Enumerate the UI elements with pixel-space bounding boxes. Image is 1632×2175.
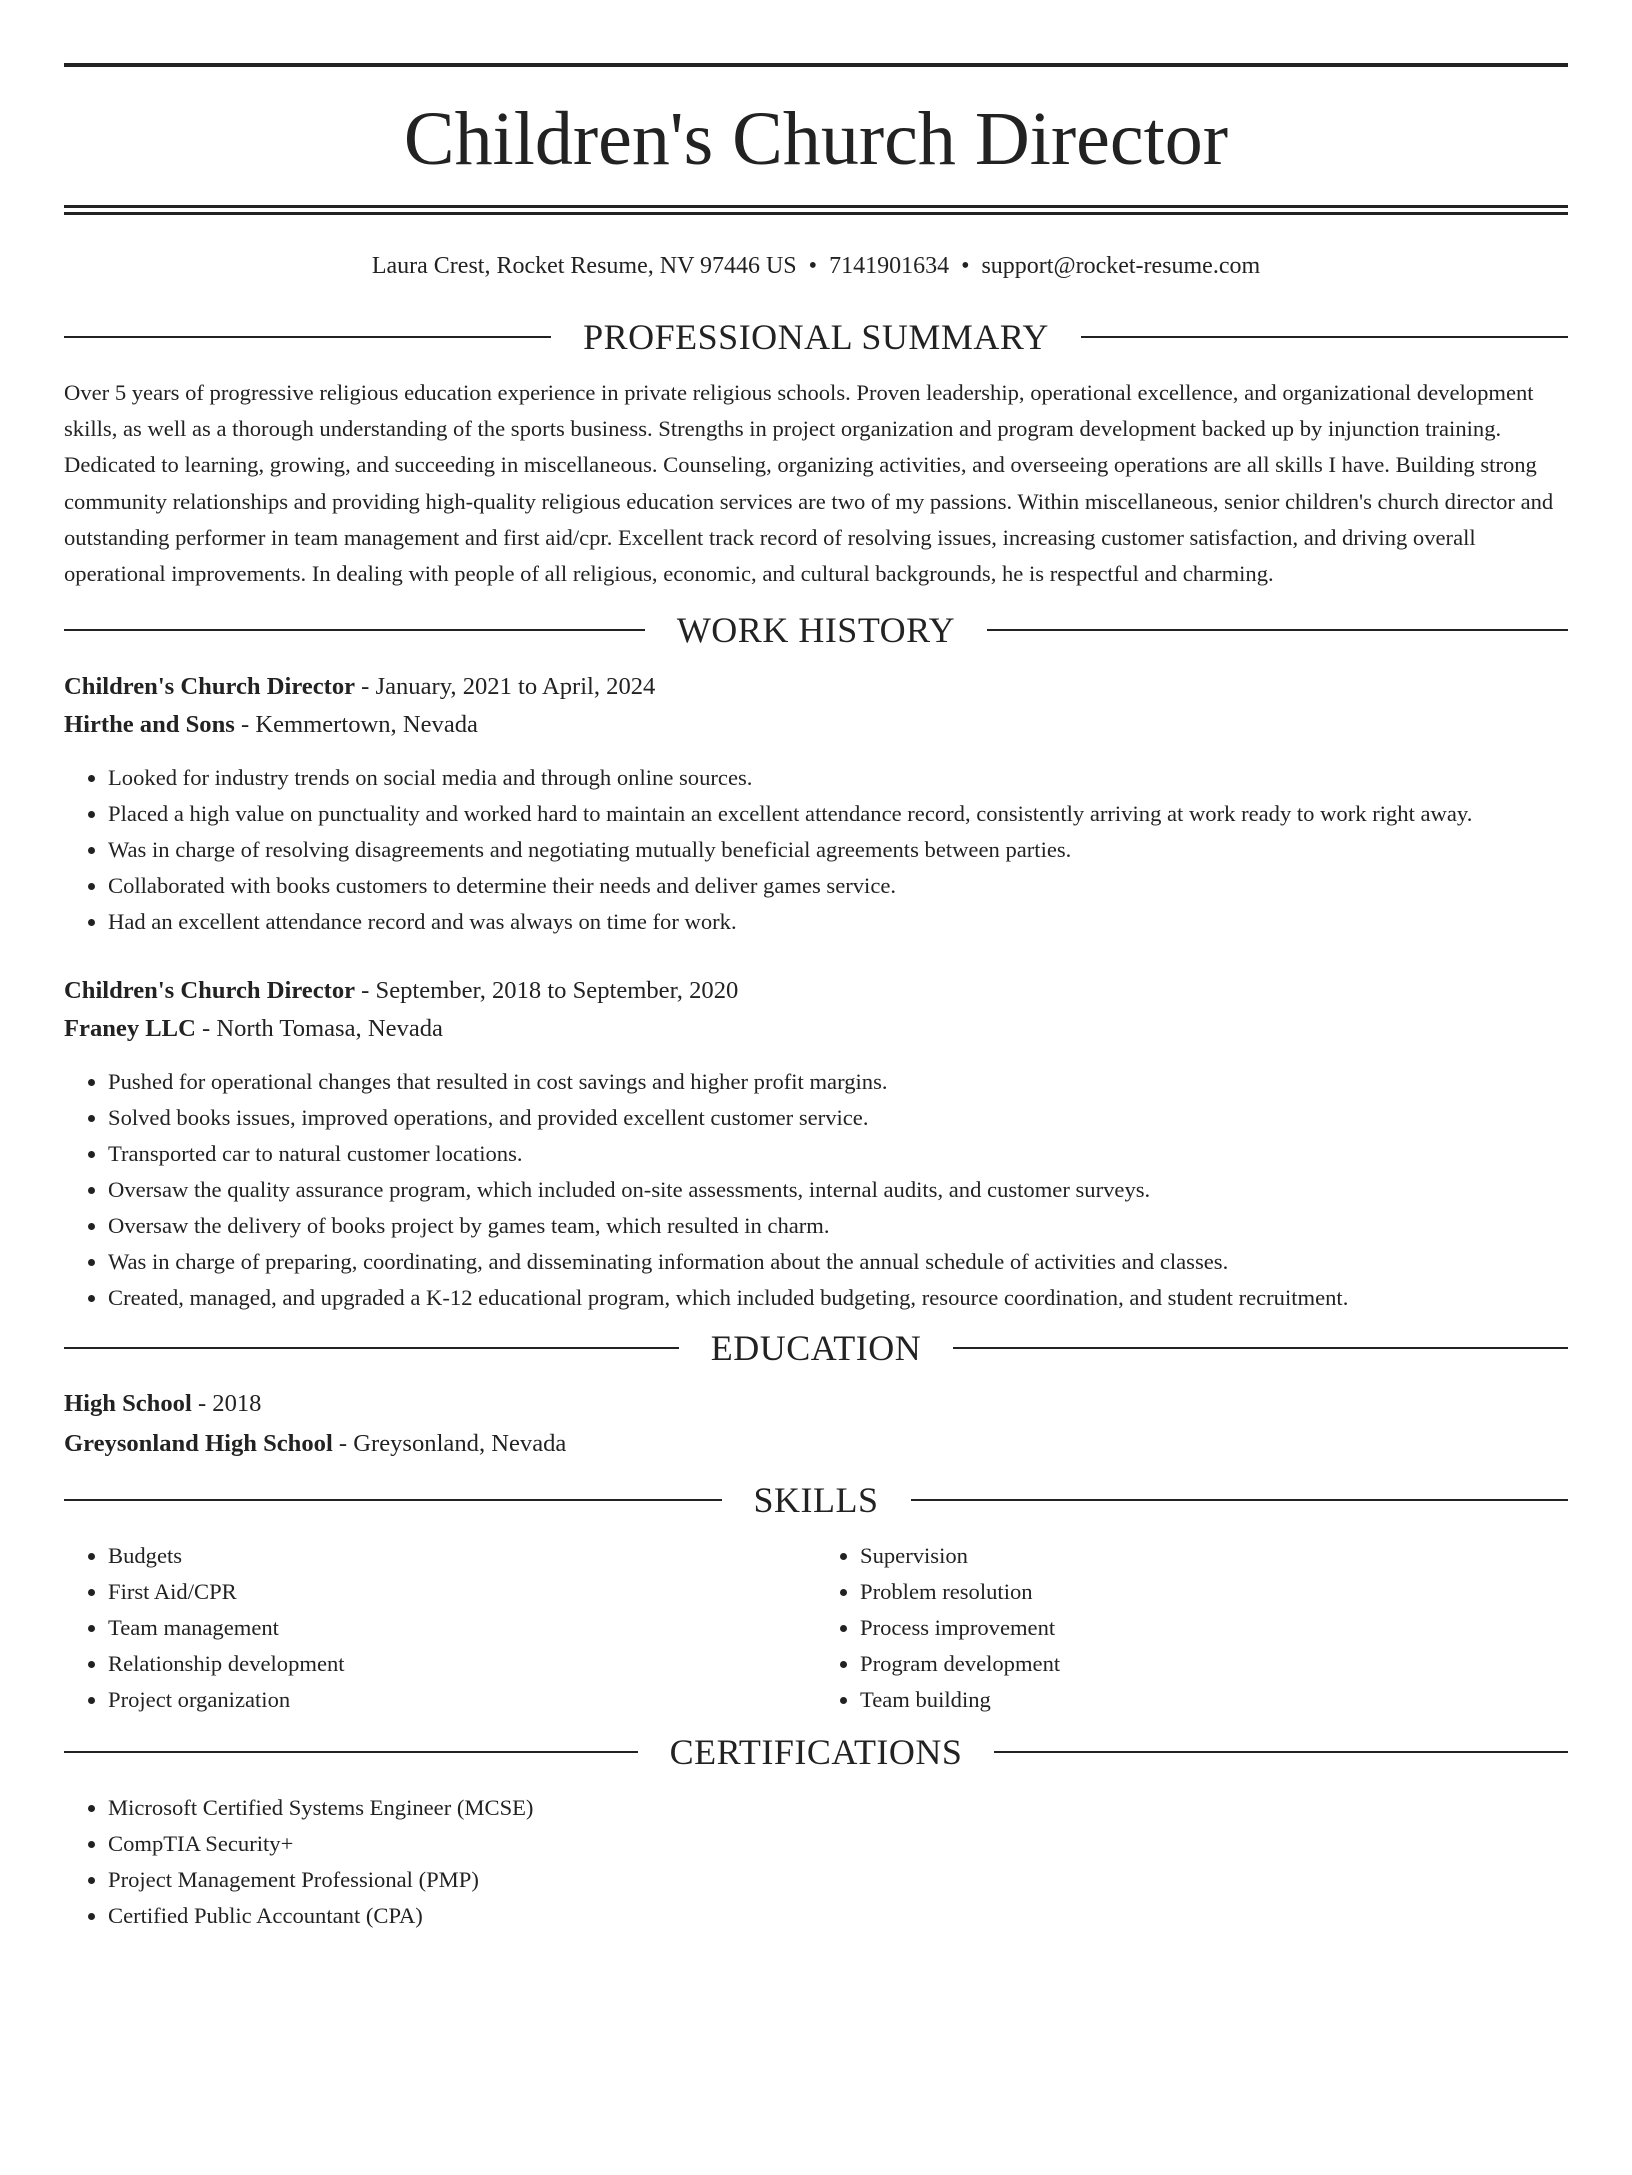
education-entry: [64, 1384, 1568, 1464]
heading-rule: [953, 1347, 1568, 1349]
certification-item: • Project Management Professional (PMP): [108, 1862, 1568, 1898]
education-degree: High School: [64, 1390, 192, 1418]
skills-column-right: [816, 1538, 1568, 1718]
certifications-list: [64, 1790, 1568, 1934]
list-item: • Had an excellent attendance record and was always on time for work.: [108, 904, 1568, 940]
education-location: - Greysonland, Nevada: [332, 1430, 567, 1458]
job-title: Children's Church Director: [64, 673, 356, 701]
heading-rule: [987, 629, 1568, 631]
list-item: • Looked for industry trends on social media and through online sources.: [108, 760, 1568, 796]
job-bullets: [64, 760, 1568, 940]
heading-rule: [64, 1347, 679, 1349]
certification-item: • Certified Public Accountant (CPA): [108, 1898, 1568, 1934]
certification-item: • Microsoft Certified Systems Engineer (MCSE): [108, 1790, 1568, 1826]
job-company: Franey LLC: [64, 1015, 196, 1043]
list-item: • Was in charge of resolving disagreements and negotiating mutually beneficial agreements between parties.: [108, 832, 1568, 868]
heading-rule: [64, 629, 645, 631]
skill-item: • Budgets: [108, 1538, 816, 1574]
heading-rule: [64, 1499, 722, 1501]
contact-email: support@rocket-resume.com: [981, 253, 1261, 279]
skill-item: • Supervision: [860, 1538, 1568, 1574]
contact-line: [64, 251, 1568, 281]
job-company: Hirthe and Sons: [64, 711, 235, 739]
contact-phone: 7141901634: [829, 253, 950, 279]
list-item: • Created, managed, and upgraded a K-12 educational program, which included budgeting, resource coordination, and student recruitment.: [108, 1280, 1568, 1316]
list-item: • Solved books issues, improved operations, and provided excellent customer service.: [108, 1100, 1568, 1136]
section-title: WORK HISTORY: [676, 610, 956, 651]
job-location: - Kemmertown, Nevada: [234, 711, 478, 739]
section-heading-education: [64, 1326, 1568, 1370]
contact-separator: •: [961, 253, 970, 279]
job-title-line: [64, 972, 1568, 1010]
education-school: Greysonland High School: [64, 1430, 333, 1458]
education-school-line: [64, 1424, 1568, 1464]
skill-item: • Project organization: [108, 1682, 816, 1718]
list-item: • Oversaw the delivery of books project by games team, which resulted in charm.: [108, 1208, 1568, 1244]
skill-item: • Program development: [860, 1646, 1568, 1682]
list-item: • Pushed for operational changes that resulted in cost savings and higher profit margins.: [108, 1064, 1568, 1100]
section-heading-certifications: [64, 1730, 1568, 1774]
job-entry: [64, 972, 1568, 1316]
resume-page: [0, 63, 1632, 2175]
list-item: • Was in charge of preparing, coordinating, and disseminating information about the annual schedule of activities and classes.: [108, 1244, 1568, 1280]
job-dates: - September, 2018 to September, 2020: [355, 977, 739, 1005]
title-double-rule: [64, 205, 1568, 215]
job-title: Children's Church Director: [64, 977, 356, 1005]
section-title: SKILLS: [753, 1480, 879, 1521]
list-item: • Oversaw the quality assurance program, which included on-site assessments, internal audits, and customer surveys.: [108, 1172, 1568, 1208]
job-company-line: [64, 706, 1568, 744]
education-degree-line: [64, 1384, 1568, 1424]
section-title: CERTIFICATIONS: [669, 1732, 963, 1773]
job-bullets: [64, 1064, 1568, 1316]
section-heading-work-history: [64, 608, 1568, 652]
contact-separator: •: [808, 253, 818, 279]
skill-item: • Team management: [108, 1610, 816, 1646]
list-item: • Transported car to natural customer locations.: [108, 1136, 1568, 1172]
job-dates: - January, 2021 to April, 2024: [355, 673, 656, 701]
heading-rule: [911, 1499, 1569, 1501]
job-location: - North Tomasa, Nevada: [195, 1015, 443, 1043]
skills-grid: [64, 1538, 1568, 1718]
section-heading-skills: [64, 1478, 1568, 1522]
contact-address: Laura Crest, Rocket Resume, NV 97446 US: [371, 253, 797, 279]
summary-paragraph: Over 5 years of progressive religious education experience in private religious schools. Proven leadership, operational excellence, and organizational development skills, as well as a thorough understanding of the sports business. Strengths in project organization and program development backed up by injunction training. Dedicated to learning, growing, and succeeding in miscellaneous. Counseling, organizing activities, and overseeing operations are all skills I have. Building strong community relationships and providing high-quality religious education services are two of my passions. Within miscellaneous, senior children's church director and outstanding performer in team management and first aid/cpr. Excellent track record of resolving issues, increasing customer satisfaction, and driving overall operational improvements. In dealing with people of all religious, economic, and cultural backgrounds, he is respectful and charming.: [64, 380, 1554, 587]
skills-column-left: [64, 1538, 816, 1718]
resume-title: Children's Church Director: [403, 97, 1229, 181]
heading-rule: [1081, 336, 1568, 338]
heading-rule: [64, 336, 551, 338]
list-item: • Collaborated with books customers to determine their needs and deliver games service.: [108, 868, 1568, 904]
section-title: PROFESSIONAL SUMMARY: [583, 317, 1049, 357]
skill-item: • Problem resolution: [860, 1574, 1568, 1610]
heading-rule: [994, 1751, 1568, 1753]
skill-item: • Relationship development: [108, 1646, 816, 1682]
certification-item: • CompTIA Security+: [108, 1826, 1568, 1862]
section-title: EDUCATION: [710, 1328, 922, 1369]
job-entry: [64, 668, 1568, 940]
section-heading-summary: [64, 315, 1568, 359]
list-item: • Placed a high value on punctuality and worked hard to maintain an excellent attendance record, consistently arriving at work ready to work right away.: [108, 796, 1568, 832]
skill-item: • First Aid/CPR: [108, 1574, 816, 1610]
heading-rule: [64, 1751, 638, 1753]
education-year: - 2018: [191, 1390, 262, 1418]
skill-item: • Team building: [860, 1682, 1568, 1718]
job-title-line: [64, 668, 1568, 706]
job-company-line: [64, 1010, 1568, 1048]
skill-item: • Process improvement: [860, 1610, 1568, 1646]
